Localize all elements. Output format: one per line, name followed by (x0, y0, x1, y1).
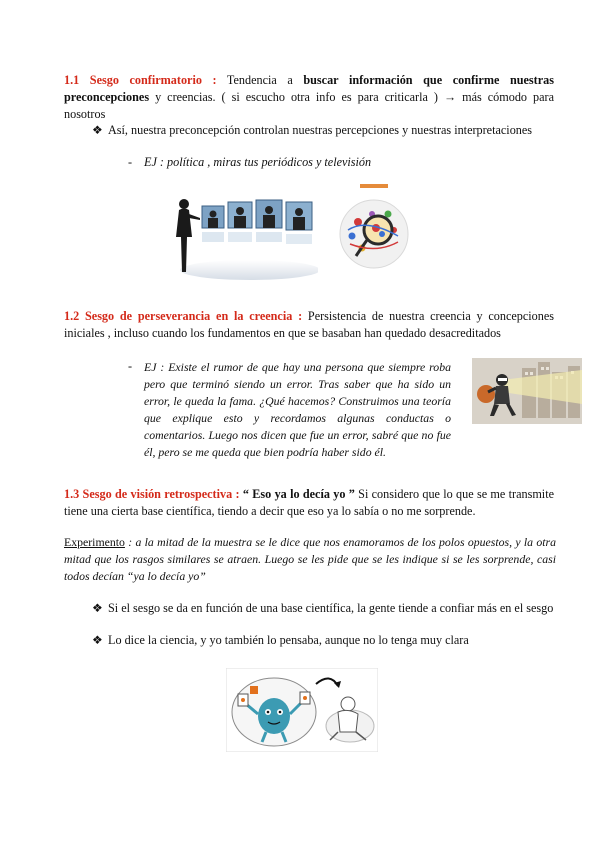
dash-mark: - (128, 155, 133, 169)
section-1-2-paragraph (64, 308, 554, 342)
section-1-1-text-b: y creencias. ( si escucho otra info es para criticarla ) → más cómodo para nosotros (64, 90, 554, 121)
experiment-paragraph (64, 534, 556, 585)
section-1-3-heading: 1.3 Sesgo de visión retrospectiva : (64, 487, 240, 501)
bullet-diamond-icon: ❖ (92, 633, 103, 647)
experiment-text: : a la mitad de la muestra se le dice que nos enamoramos de los polos opuestos, y la otra mitad que los rasgos similares se atraen. Luego se les pide que se les indique si se les sorprende, casi todos decían “ya lo decía yo” (64, 535, 556, 583)
thief-image (472, 358, 582, 424)
presentation-screens-image (170, 192, 318, 282)
bullet-diamond-icon: ❖ (92, 123, 103, 137)
bullet-diamond-icon: ❖ (92, 601, 103, 615)
dash-mark-2: - (128, 359, 133, 373)
section-1-3-bullet-2-text: Lo dice la ciencia, y yo también lo pensaba, aunque no lo tenga muy clara (108, 633, 469, 647)
experiment-label: Experimento (64, 535, 125, 549)
section-1-3-text: Si considero que lo que se me transmite tiene una cierta base científica, tiendo a decir que eso ya lo sabía o no me sorprende. (64, 487, 554, 518)
section-1-1-bullet (92, 122, 562, 139)
section-1-1-heading: 1.1 Sesgo confirmatorio : (64, 73, 217, 87)
section-1-1-bold: buscar información que confirme nuestras preconcepciones (64, 73, 554, 104)
section-1-1-example-text: EJ : política , miras tus periódicos y televisión (144, 155, 372, 169)
section-1-1-text-a: Tendencia a (216, 73, 304, 87)
section-1-1-paragraph (64, 72, 554, 123)
section-1-3-paragraph (64, 486, 554, 520)
section-1-3-bold: “ Eso ya lo decía yo ” (239, 487, 355, 501)
section-1-1-example (128, 154, 371, 171)
section-1-2-heading: 1.2 Sesgo de perseverancia en la creencia : (64, 309, 303, 323)
magnifier-bias-image (336, 184, 412, 278)
section-1-3-bullet-2 (92, 632, 562, 649)
section-1-3-bullet-1 (92, 600, 562, 617)
section-1-2-example: EJ : Existe el rumor de que hay una persona que siempre roba pero que terminó siendo un error. Tras saber que ha sido un error, le queda la fama. ¿Qué hacemos? Construimos una teoría que explique esto y recordamos algunas conductas o comentarios. Luego nos dicen que fue un error, sabré que no fue él, pero se me queda que bien podría haber sido él. (144, 360, 451, 459)
section-1-1-bullet-text: Así, nuestra preconcepción controlan nuestras percepciones y nuestras interpretaciones (108, 123, 533, 137)
section-1-2-text: Persistencia de nuestra creencia y concepciones iniciales , incluso cuando los fundamentos en que se basaban han quedado desacreditados (64, 309, 554, 340)
hindsight-cartoon-image (226, 668, 378, 752)
section-1-3-bullet-1-text: Si el sesgo se da en función de una base científica, la gente tiende a confiar más en el sesgo (108, 601, 554, 615)
